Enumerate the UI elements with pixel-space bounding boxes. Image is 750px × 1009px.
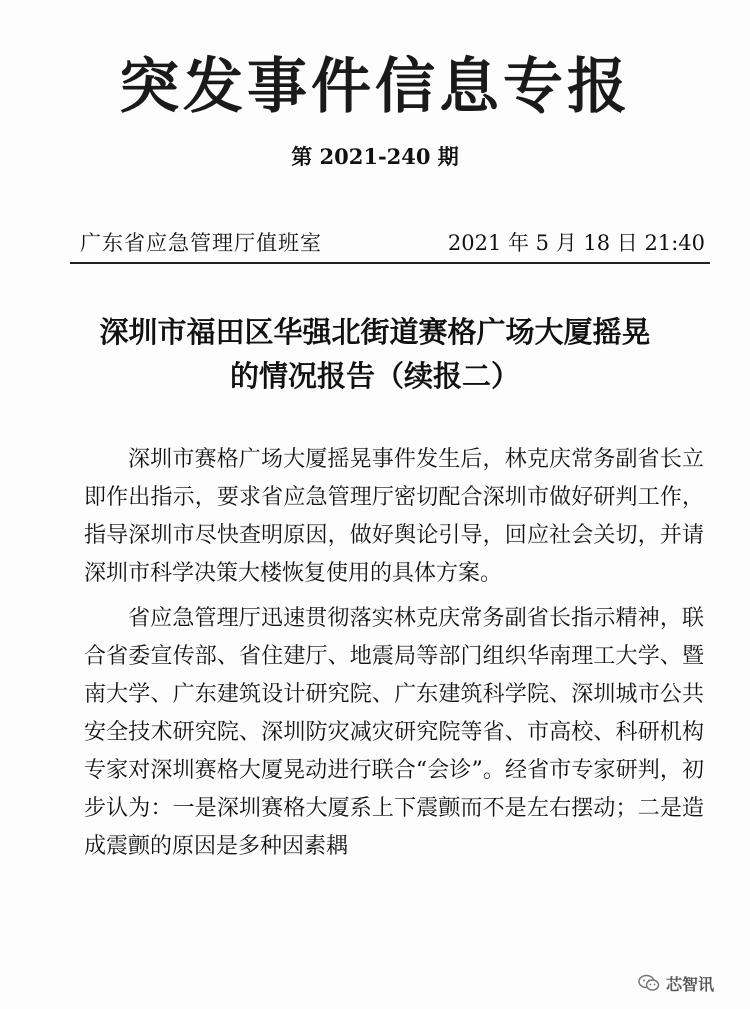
- watermark-text: 芯智讯: [666, 974, 715, 994]
- wechat-icon: [638, 974, 660, 992]
- issuer-row: [80, 226, 705, 260]
- issue-datetime: 2021 年 5 月 18 日 21:40: [447, 231, 705, 255]
- report-title-line-2: 的情况报告（续报二）: [229, 359, 520, 393]
- report-body: [84, 441, 704, 873]
- issuer-name: 广东省应急管理厅值班室: [80, 231, 322, 255]
- document-title: 突发事件信息专报: [119, 52, 631, 122]
- paragraph-2: 省应急管理厅迅速贯彻落实林克庆常务副省长指示精神，联合省委宣传部、省住建厅、地震局等部门组织华南理工大学、暨南大学、广东建筑设计研究院、广东建筑科学院、深圳城市公共安全技术研究院、深圳防灾减灾研究院等省、市高校、科研机构专家对深圳赛格大厦晃动进行联合“会诊”。经省市专家研判，初步认为：一是深圳赛格大厦系上下震颤而不是左右摆动；二是造成震颤的原因是多种因素耦: [84, 606, 704, 859]
- issue-number: 第 2021-240 期: [291, 144, 459, 169]
- header-divider: [70, 262, 710, 264]
- report-title: [40, 310, 710, 398]
- watermark: [638, 970, 714, 996]
- paragraph-1: 深圳市赛格广场大厦摇晃事件发生后，林克庆常务副省长立即作出指示，要求省应急管理厅密切配合深圳市做好研判工作，指导深圳市尽快查明原因，做好舆论引导，回应社会关切，并请深圳市科学决策大楼恢复使用的具体方案。: [84, 447, 704, 586]
- report-title-line-1: 深圳市福田区华强北街道赛格广场大厦摇晃: [99, 315, 651, 349]
